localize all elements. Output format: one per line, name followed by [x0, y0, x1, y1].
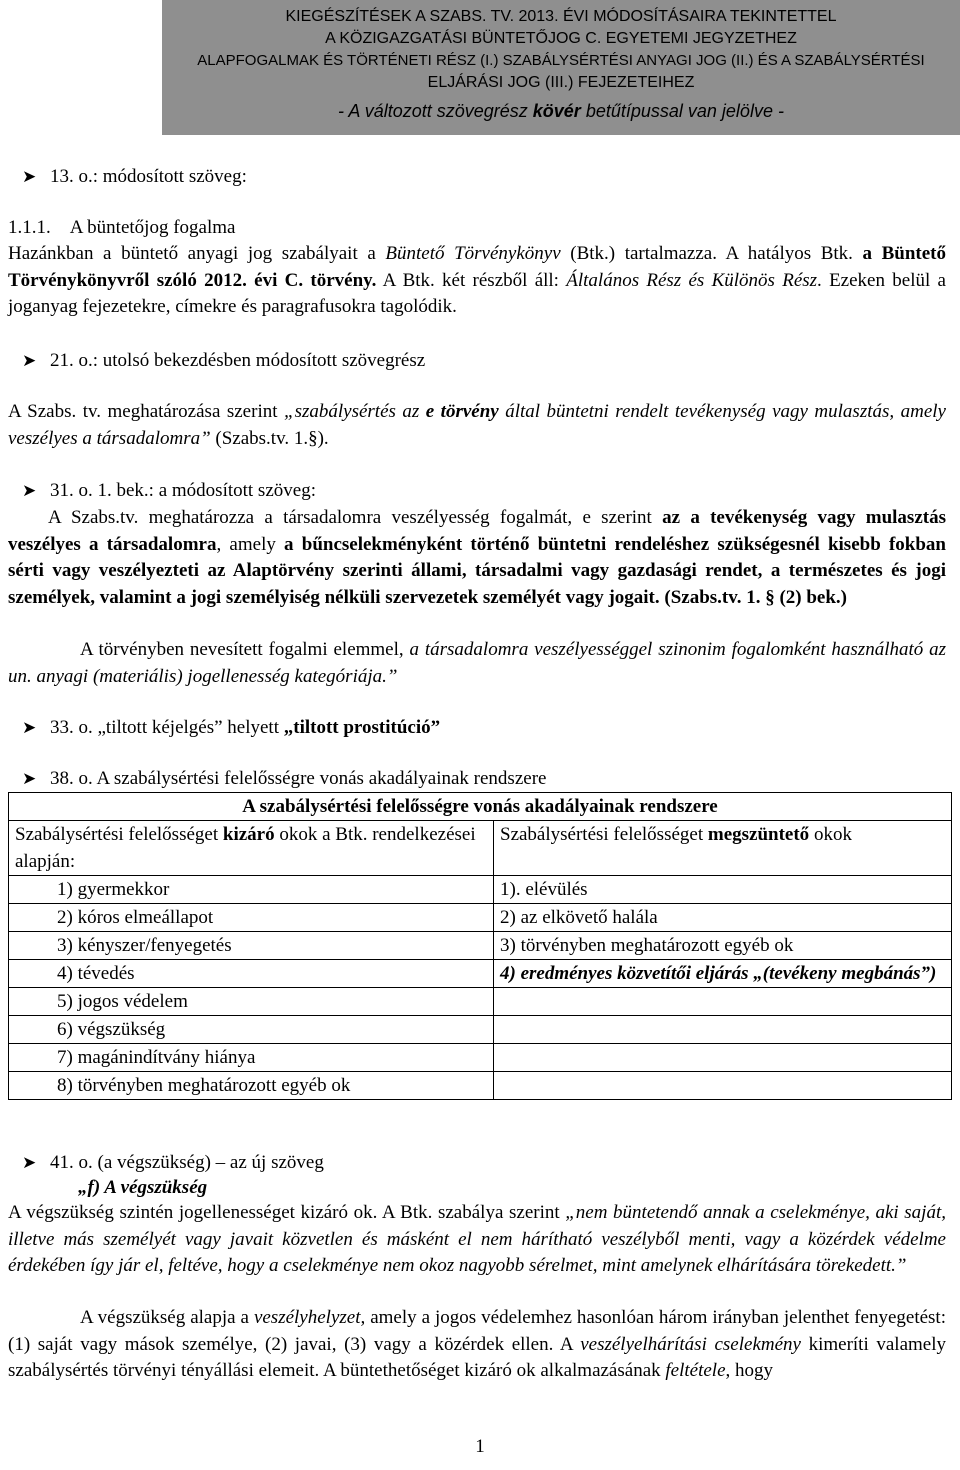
table-title: A szabálysértési felelősségre vonás akadályainak rendszere — [9, 793, 952, 821]
table-row — [9, 988, 952, 1016]
header-line: ALAPFOGALMAK ÉS TÖRTÉNETI RÉSZ (I.) SZABÁLYSÉRTÉSI ANYAGI JOG (II.) ÉS A SZABÁLYSÉRTÉSI — [197, 52, 925, 69]
section-21-bullet: ➤ 21. o.: utolsó bekezdésben módosított szövegrész — [22, 350, 426, 371]
table-row — [9, 904, 952, 932]
arrow-bullet-icon: ➤ — [22, 718, 37, 737]
table-cell-left: 8) törvényben meghatározott egyéb ok — [9, 1072, 494, 1100]
table-cell-left: 5) jogos védelem — [9, 988, 494, 1016]
section-heading: 1.1.1. A büntetőjog fogalma — [8, 217, 236, 238]
table-cell-left-header: Szabálysértési felelősséget kizáró okok a Btk. rendelkezései alapján: — [9, 821, 494, 876]
section-31-paragraph: A Szabs.tv. meghatározza a társadalomra veszélyesség fogalmát, e szerint az a tevékenység vagy mulasztás veszélyes a társadalomra, amely a bűncselekményként történő büntetni rendeléshez szükségesnél kisebb fokban sérti vagy veszélyezteti az Alaptörvény szerinti állami, társadalmi vagy gazdasági rendet, a természetes és jogi személyek, valamint a jogi személyiség nélküli szervezetek személyét vagy jogait. (Szabs.tv. 1. § (2) bek.) — [8, 507, 946, 608]
section-33-bullet: ➤ 33. o. „tiltott kéjelgés” helyett „tiltott prostitúció” — [22, 717, 441, 738]
obstacles-table — [8, 792, 952, 1100]
section-13-paragraph: Hazánkban a büntető anyagi jog szabályait a Büntető Törvénykönyv (Btk.) tartalmazza. A hatályos Btk. a Büntető Törvénykönyvről szóló 2012. évi C. törvény. A Btk. két részből áll: Általános Rész és Különös Rész. Ezeken belül a joganyag fejezetekre, címekre és paragrafusokra tagolódik. — [8, 243, 947, 318]
section-41-paragraph-2: A végszükség alapja a veszélyhelyzet, amely a jogos védelemhez hasonlóan három irányban jelenthet fenyegetést: (1) saját vagy mások személye, (2) javai, (3) vagy a közérdek ellen. A veszélyelhárítási cselekmény kimeríti valamely szabálysértés törvényi tényállási elemeit. A büntethetőséget kizáró ok alkalmazásának feltétele, hogy — [8, 1307, 946, 1382]
section-31-paragraph-2: A törvényben nevesített fogalmi elemmel, a társadalomra veszélyességgel szinonim fogalomként használható az un. anyagi (materiális) jogellenesség kategóriája.” — [8, 639, 946, 687]
section-21-paragraph: A Szabs. tv. meghatározása szerint „szabálysértés az e törvény által büntetni rendelt tevékenység vagy mulasztás, amely veszélyes a társadalomra” (Szabs.tv. 1.§). — [8, 401, 946, 449]
section-13-bullet: ➤ 13. o.: módosított szöveg: — [22, 166, 247, 187]
page-number: 1 — [475, 1436, 485, 1457]
section-41-subtitle: „f) A végszükség — [78, 1177, 208, 1198]
table-cell-left: 6) végszükség — [9, 1016, 494, 1044]
table-cell-right-empty — [494, 988, 952, 1016]
header-line: KIEGÉSZÍTÉSEK A SZABS. TV. 2013. ÉVI MÓDOSÍTÁSAIRA TEKINTETTEL — [285, 8, 837, 25]
table-row — [9, 1044, 952, 1072]
section-41-paragraph: A végszükség szintén jogellenességet kizáró ok. A Btk. szabálya szerint „nem büntetendő annak a cselekménye, aki saját, illetve más személyét vagy javait közvetlen és másként el nem hárítható veszélyből menti, vagy a közérdek védelme érdekében így jár el, feltéve, hogy a cselekménye nem okoz nagyobb sérelmet, mint amelynek elhárítására törekedett.” — [8, 1202, 946, 1277]
table-cell-left: 4) tévedés — [9, 960, 494, 988]
header-note: - A változott szövegrész kövér betűtípussal van jelölve - — [338, 101, 784, 121]
table-title-row — [9, 793, 952, 821]
table-cell-right: 1). elévülés — [494, 876, 952, 904]
arrow-bullet-icon: ➤ — [22, 167, 37, 186]
table-cell-right: 2) az elkövető halála — [494, 904, 952, 932]
table-cell-left: 7) magánindítvány hiánya — [9, 1044, 494, 1072]
table-row — [9, 1016, 952, 1044]
table-cell-right: 4) eredményes közvetítői eljárás „(tevékeny megbánás”) — [494, 960, 952, 988]
header-line: A KÖZIGAZGATÁSI BÜNTETŐJOG C. EGYETEMI JEGYZETHEZ — [325, 30, 797, 47]
table-row — [9, 876, 952, 904]
arrow-bullet-icon: ➤ — [22, 481, 37, 500]
table-cell-right-empty — [494, 1016, 952, 1044]
arrow-bullet-icon: ➤ — [22, 769, 37, 788]
table-cell-right-header: Szabálysértési felelősséget megszüntető okok — [494, 821, 952, 876]
table-cell-right-empty — [494, 1044, 952, 1072]
section-31-bullet: ➤ 31. o. 1. bek.: a módosított szöveg: — [22, 480, 316, 501]
arrow-bullet-icon: ➤ — [22, 1153, 37, 1172]
table-cell-left: 3) kényszer/fenyegetés — [9, 932, 494, 960]
header-line: ELJÁRÁSI JOG (III.) FEJEZETEIHEZ — [427, 74, 695, 91]
table-row — [9, 960, 952, 988]
table-row — [9, 932, 952, 960]
table-cell-right: 3) törvényben meghatározott egyéb ok — [494, 932, 952, 960]
arrow-bullet-icon: ➤ — [22, 351, 37, 370]
table-row — [9, 1072, 952, 1100]
section-38-bullet: ➤ 38. o. A szabálysértési felelősségre vonás akadályainak rendszere — [22, 768, 547, 789]
document-header — [162, 0, 960, 135]
table-cell-left: 2) kóros elmeállapot — [9, 904, 494, 932]
section-41-bullet: ➤ 41. o. (a végszükség) – az új szöveg — [22, 1152, 324, 1173]
table-cell-right-empty — [494, 1072, 952, 1100]
table-row — [9, 821, 952, 876]
table-cell-left: 1) gyermekkor — [9, 876, 494, 904]
